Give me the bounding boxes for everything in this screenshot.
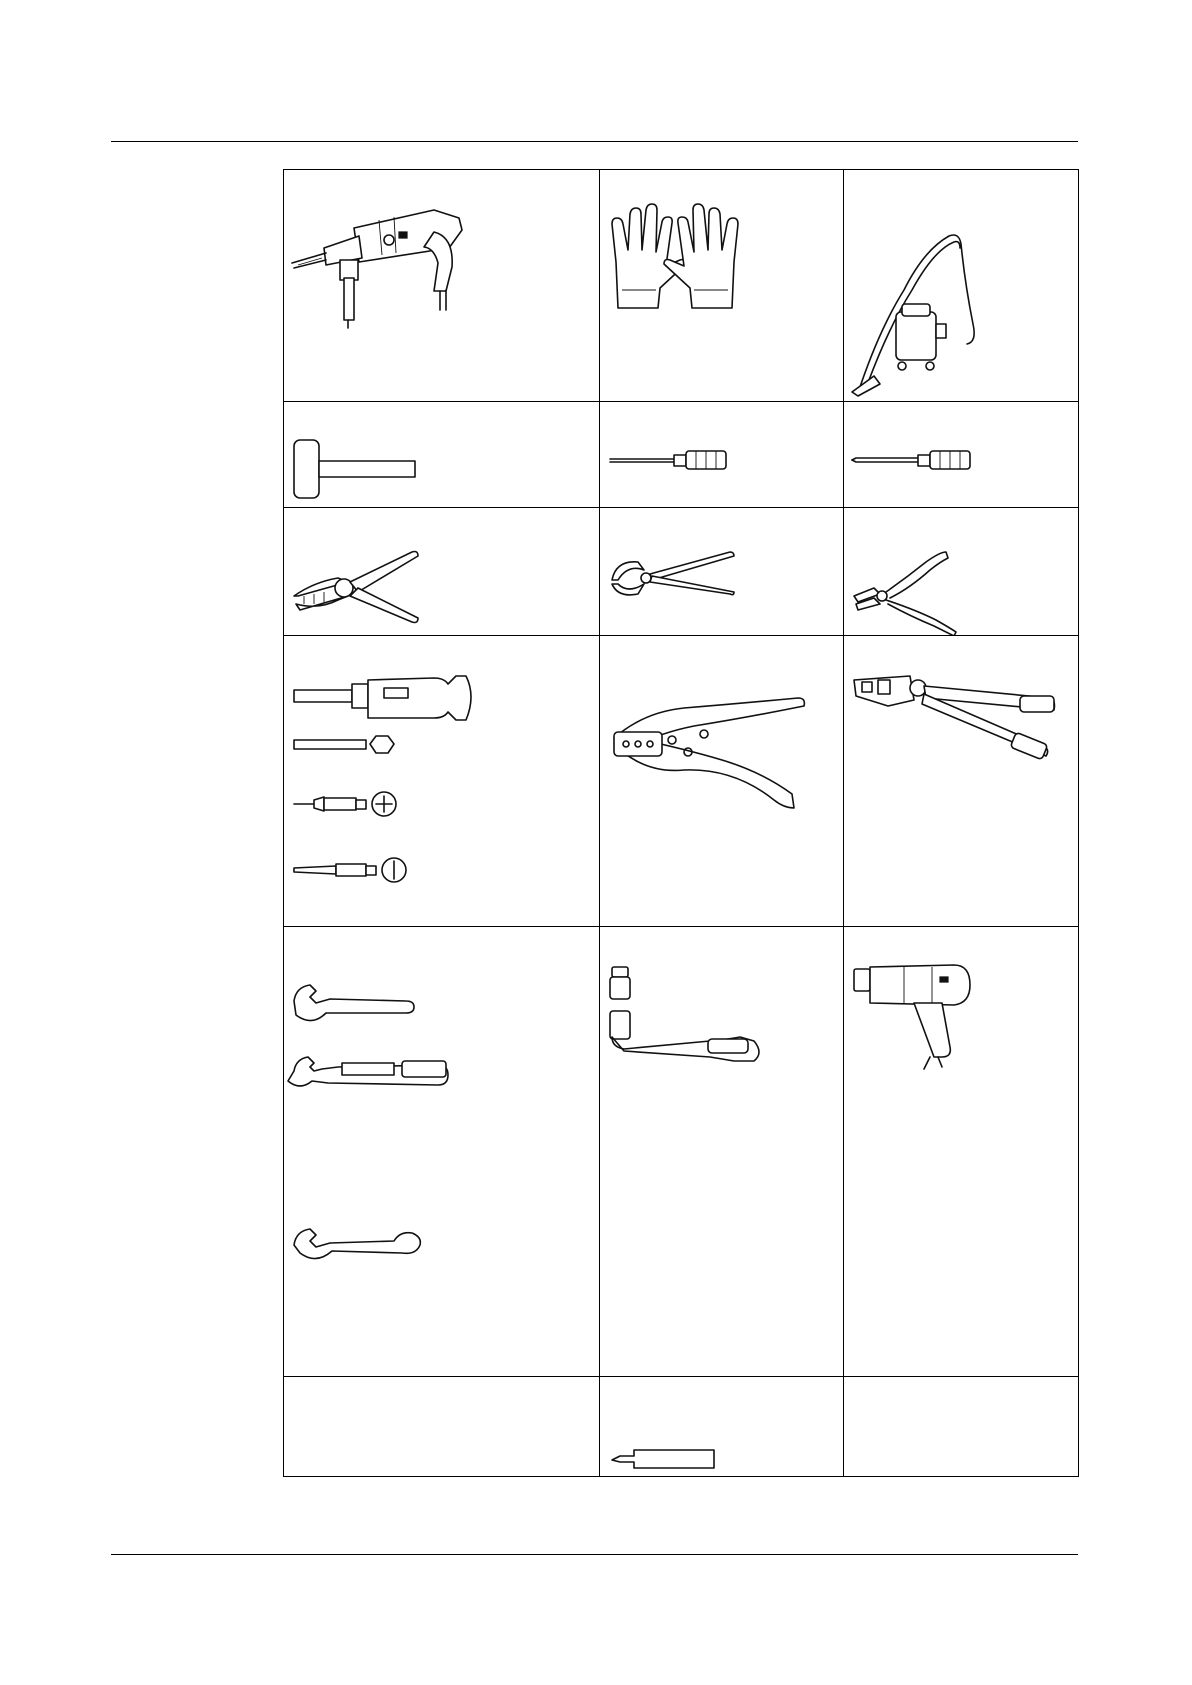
protective-gloves-icon [600,170,844,402]
table-cell [284,508,600,636]
torque-screwdriver-with-bits-icon [284,636,600,927]
cable-cutter-icon [600,508,844,636]
table-row [284,1377,1079,1477]
hydraulic-pliers-icon [844,636,1079,927]
table-cell [600,508,844,636]
table-cell [600,402,844,508]
wire-stripper-icon [284,508,600,636]
table-cell [844,402,1079,508]
table-row [284,927,1079,1377]
table-cell [844,170,1079,402]
header-rule [111,141,1078,142]
table-cell [844,508,1079,636]
table-cell [844,636,1079,927]
phillips-screwdriver-icon [600,402,844,508]
table-cell [284,1377,600,1477]
table-row [284,508,1079,636]
diagonal-pliers-icon [844,508,1079,636]
table-row [284,402,1079,508]
table-cell [600,170,844,402]
table-cell [600,636,844,927]
crimping-tool-icon [600,636,844,927]
table-row [284,170,1079,402]
table-cell [600,1377,844,1477]
flat-head-screwdriver-icon [844,402,1079,508]
vacuum-cleaner-icon [844,170,1079,402]
table-cell [284,402,600,508]
table-cell [284,636,600,927]
table-cell [284,927,600,1377]
wrenches-icon [284,927,600,1377]
table-cell [600,927,844,1377]
rubber-mallet-icon [284,402,600,508]
torque-socket-wrench-icon [600,927,844,1377]
table-cell [844,1377,1079,1477]
tools-table [283,169,1079,1477]
marker-pen-icon [600,1377,844,1477]
table-row [284,636,1079,927]
hammer-drill-icon [284,170,600,402]
table-cell [844,927,1079,1377]
footer-rule [111,1554,1078,1555]
table-cell [284,170,600,402]
heat-gun-icon [844,927,1079,1377]
